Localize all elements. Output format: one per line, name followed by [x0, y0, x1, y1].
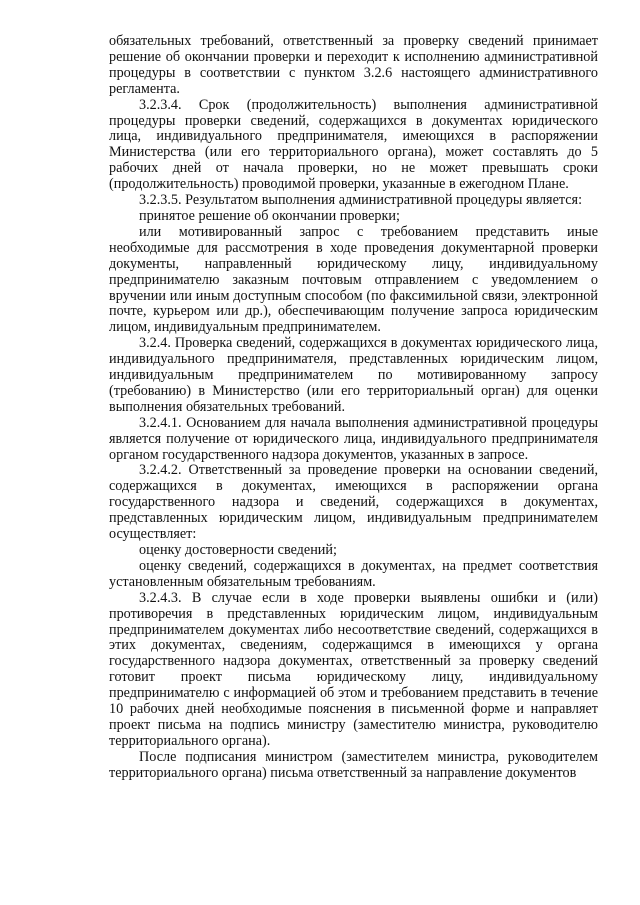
paragraph: принятое решение об окончании проверки;: [139, 207, 400, 224]
paragraph: 3.2.4.1. Основанием для начала выполнения административной процедуры является получение от юридического лица, индивидуального предпринимателя органом государственного надзора документов, указанных в запросе.: [109, 414, 598, 463]
paragraph: оценку достоверности сведений;: [139, 542, 337, 558]
paragraph: или мотивированный запрос с требованием представить иные необходимые для рассмотрения в ходе проведения документарной проверки документы, направленный юридическому лицу, индивидуальному предпринимателю заказным почтовым отправлением с уведомлением о вручении или иным доступным способом (по факсимильной связи, электронной почте, курьером или др.), обеспечивающим получение запроса юридическим лицом, индивидуальным предпринимателем.: [109, 223, 598, 336]
paragraph: оценку сведений, содержащихся в документах, на предмет соответствия установленным обязательным требованиям.: [109, 557, 598, 590]
paragraph: 3.2.4.3. В случае если в ходе проверки выявлены ошибки и (или) противоречия в представленных юридическим лицом, индивидуальным предпринимателем документах либо несоответствие сведений, содержащихся в этих документах, сведениям, содержащимся в имеющихся у органа государственного надзора документах, ответственный за проверку сведений готовит проект письма юридическому лицу, индивидуальному предпринимателю с информацией об этом и требованием представить в течение 10 рабочих дней необходимые пояснения в письменной форме и направляет проект письма на подпись министру (заместителю министра, руководителю территориального органа).: [109, 589, 598, 749]
paragraph: 3.2.4. Проверка сведений, содержащихся в документах юридического лица, индивидуального предпринимателя, представленных юридическим лицом, индивидуальным предпринимателем по мотивированному запросу (требованию) в Министерство (или его территориальный орган) для оценки выполнения обязательных требований.: [109, 335, 598, 415]
paragraph: 3.2.3.4. Срок (продолжительность) выполнения административной процедуры проверки сведений, содержащихся в документах юридического лица, индивидуального предпринимателя, имеющихся в распоряжении Министерства (или его территориального органа), может составлять до 5 рабочих дней от начала проверки, но не может превышать сроки (продолжительность) проводимой проверки, указанные в ежегодном Плане.: [109, 96, 598, 193]
paragraph: 3.2.3.5. Результатом выполнения административной процедуры является:: [139, 192, 583, 209]
paragraph: 3.2.4.2. Ответственный за проведение проверки на основании сведений, содержащихся в документах, имеющихся в распоряжении органа государственного надзора и сведений, содержащихся в документах, представленных юридическим лицом, индивидуальным предпринимателем осуществляет:: [109, 462, 598, 543]
paragraph: После подписания министром (заместителем министра, руководителем территориального органа) письма ответственный за направление документов: [109, 748, 598, 781]
paragraph: обязательных требований, ответственный за проверку сведений принимает решение об окончании проверки и переходит к исполнению административной процедуры в соответствии с пунктом 3.2.6 настоящего административного регламента.: [109, 33, 598, 97]
